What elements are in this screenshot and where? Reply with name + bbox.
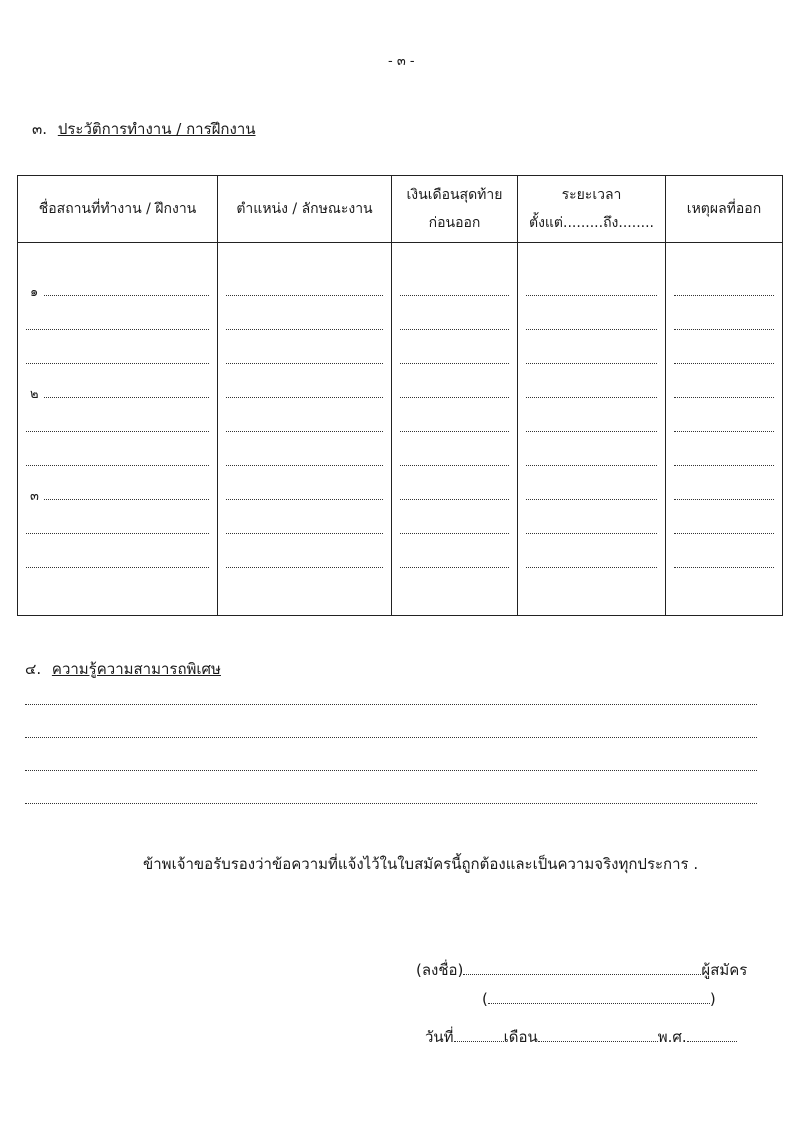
dotted-entry-line: [674, 295, 774, 296]
dotted-entry-line: [44, 295, 209, 296]
dotted-entry-line: [400, 295, 509, 296]
dotted-entry-line: [526, 499, 657, 500]
dotted-entry-line: [526, 363, 657, 364]
col-header-position: ตำแหน่ง / ลักษณะงาน: [218, 176, 392, 243]
dotted-entry-line: [526, 567, 657, 568]
dotted-entry-line: [674, 363, 774, 364]
declaration-text: ข้าพเจ้าขอรับรองว่าข้อความที่แจ้งไว้ในใบสมัครนี้ถูกต้องและเป็นความจริงทุกประการ .: [143, 855, 699, 873]
skills-line[interactable]: [25, 803, 757, 804]
page-number: - ๓ -: [388, 54, 415, 69]
skills-line[interactable]: [25, 770, 757, 771]
dotted-entry-line: [674, 567, 774, 568]
signature-line: (ลงชื่อ) ผู้สมัคร: [416, 961, 748, 979]
year-field[interactable]: [687, 1041, 737, 1042]
dotted-entry-line: [400, 363, 509, 364]
reason-cell[interactable]: [666, 243, 782, 615]
table-body-row: [18, 243, 783, 616]
dotted-entry-line: [674, 533, 774, 534]
entry-number: ๒: [30, 387, 39, 402]
dotted-entry-line: [400, 533, 509, 534]
skills-line[interactable]: [25, 704, 757, 705]
dotted-entry-line: [226, 533, 383, 534]
section4-number: ๔.: [25, 660, 42, 678]
dotted-entry-line: [44, 397, 209, 398]
dotted-entry-line: [226, 431, 383, 432]
dotted-entry-line: [526, 431, 657, 432]
dotted-entry-line: [226, 329, 383, 330]
dotted-entry-line: [226, 465, 383, 466]
entry-number: ๓: [30, 489, 39, 504]
signature-field[interactable]: [463, 974, 701, 975]
dotted-entry-line: [226, 295, 383, 296]
skills-line[interactable]: [25, 737, 757, 738]
dotted-entry-line: [226, 397, 383, 398]
dotted-entry-line: [526, 397, 657, 398]
dotted-entry-line: [226, 567, 383, 568]
col-header-salary: เงินเดือนสุดท้าย ก่อนออก: [392, 176, 518, 243]
workplace-cell[interactable]: [18, 243, 217, 615]
period-cell[interactable]: [518, 243, 665, 615]
position-cell[interactable]: [218, 243, 391, 615]
col-header-workplace: ชื่อสถานที่ทำงาน / ฝึกงาน: [18, 176, 218, 243]
section3-title: ประวัติการทำงาน / การฝึกงาน: [57, 120, 256, 138]
dotted-entry-line: [400, 431, 509, 432]
dotted-entry-line: [26, 533, 209, 534]
dotted-entry-line: [226, 499, 383, 500]
dotted-entry-line: [526, 465, 657, 466]
month-field[interactable]: [538, 1041, 658, 1042]
dotted-entry-line: [26, 329, 209, 330]
section3-number: ๓.: [32, 120, 48, 138]
dotted-entry-line: [26, 363, 209, 364]
col-header-reason: เหตุผลที่ออก: [666, 176, 783, 243]
dotted-entry-line: [674, 329, 774, 330]
dotted-entry-line: [26, 431, 209, 432]
dotted-entry-line: [26, 567, 209, 568]
section4-heading: [25, 657, 221, 681]
col-header-period: ระยะเวลา ตั้งแต่.........ถึง........: [518, 176, 666, 243]
dotted-entry-line: [526, 533, 657, 534]
salary-cell[interactable]: [392, 243, 517, 615]
dotted-entry-line: [26, 465, 209, 466]
dotted-entry-line: [674, 397, 774, 398]
table-header-row: [18, 176, 783, 243]
section4-title: ความรู้ความสามารถพิเศษ: [51, 660, 221, 678]
dotted-entry-line: [526, 295, 657, 296]
printed-name-field[interactable]: [488, 1003, 710, 1004]
entry-number: ๑: [30, 285, 39, 300]
dotted-entry-line: [674, 499, 774, 500]
day-field[interactable]: [454, 1041, 504, 1042]
date-line: วันที่ เดือน พ.ศ.: [425, 1025, 737, 1049]
dotted-entry-line: [400, 465, 509, 466]
dotted-entry-line: [674, 465, 774, 466]
dotted-entry-line: [44, 499, 209, 500]
dotted-entry-line: [400, 329, 509, 330]
dotted-entry-line: [526, 329, 657, 330]
section3-heading: [32, 117, 256, 141]
dotted-entry-line: [400, 499, 509, 500]
work-history-table: [17, 175, 783, 616]
dotted-entry-line: [226, 363, 383, 364]
dotted-entry-line: [400, 397, 509, 398]
printed-name-line: ( ): [482, 990, 716, 1008]
dotted-entry-line: [400, 567, 509, 568]
dotted-entry-line: [674, 431, 774, 432]
